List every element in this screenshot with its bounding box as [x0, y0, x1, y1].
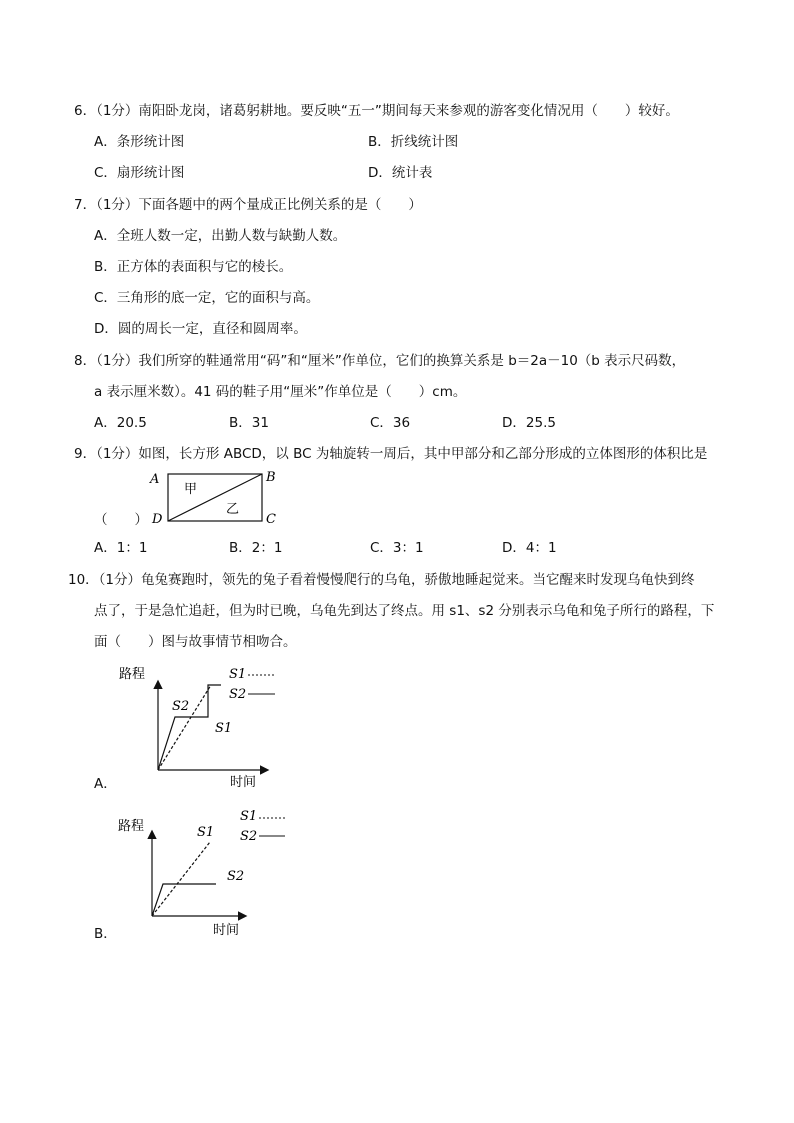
vertex-b-label: B: [266, 470, 276, 485]
question-6-stem: 6．（1分）南阳卧龙岗，诸葛躬耕地。要反映“五一”期间每天来参观的游客变化情况用（ ）较好。: [74, 103, 679, 119]
question-8-stem-line1: 8．（1分）我们所穿的鞋通常用“码”和“厘米”作单位，它们的换算关系是 b＝2a－10（b 表示尺码数，: [74, 353, 686, 369]
question-9-stem: 9．（1分）如图，长方形 ABCD，以 BC 为轴旋转一周后，其中甲部分和乙部分形成的立体图形的体积比是: [74, 446, 708, 462]
q7-option-c[interactable]: C．三角形的底一定，它的面积与高。: [94, 290, 320, 306]
graph-b-s2-line: [152, 884, 216, 916]
graph-b-y-label: 路程: [118, 819, 145, 834]
graph-a: [115, 660, 305, 790]
q7-option-a[interactable]: A．全班人数一定，出勤人数与缺勤人数。: [94, 228, 347, 244]
diagonal-db: [168, 474, 262, 521]
q6-option-b[interactable]: B．折线统计图: [368, 134, 459, 150]
q10-option-a[interactable]: A．: [94, 776, 117, 792]
q6-option-c[interactable]: C．扇形统计图: [94, 165, 185, 181]
question-10-stem-line2: 点了，于是急忙追赶，但为时已晚，乌龟先到达了终点。用 s1、s2 分别表示乌龟和兔子所行的路程，下: [94, 603, 715, 619]
graph-b-s2-label: S2: [227, 869, 245, 884]
q7-option-b[interactable]: B．正方体的表面积与它的棱长。: [94, 259, 293, 275]
vertex-d-label: D: [152, 512, 163, 527]
q9-option-b[interactable]: B．2：1: [229, 540, 283, 556]
question-7-stem: 7．（1分）下面各题中的两个量成正比例关系的是（ ）: [74, 197, 422, 213]
vertex-a-label: A: [150, 472, 160, 487]
graph-a-s1-line: [158, 685, 211, 770]
q7-option-d[interactable]: D．圆的周长一定，直径和圆周率。: [94, 321, 307, 337]
graph-a-s1-label: S1: [215, 721, 233, 736]
graph-a-s2-label: S2: [172, 699, 190, 714]
q8-option-c[interactable]: C．36: [370, 415, 411, 431]
region-yi-label: 乙: [226, 502, 240, 517]
q9-option-a[interactable]: A．1：1: [94, 540, 148, 556]
q9-option-c[interactable]: C．3：1: [370, 540, 424, 556]
graph-a-s2-line: [158, 685, 221, 770]
graph-b-legend-s1-label: S1: [240, 809, 258, 824]
region-jia-label: 甲: [184, 482, 198, 497]
graph-a-legend-s2-label: S2: [229, 687, 247, 702]
graph-b-legend-s2-label: S2: [240, 829, 258, 844]
graph-a-y-label: 路程: [119, 667, 146, 682]
rectangle-abcd-figure: [144, 469, 284, 529]
graph-a-legend-s1-label: S1: [229, 667, 247, 682]
q10-option-b[interactable]: B．: [94, 926, 117, 942]
q9-blank: （ ）: [94, 512, 148, 528]
question-10-stem-line1: 10．（1分）龟兔赛跑时，领先的兔子看着慢慢爬行的乌龟，骄傲地睡起觉来。当它醒来时发现乌龟快到终: [68, 572, 695, 588]
question-8-stem-line2: a 表示厘米数）。41 码的鞋子用“厘米”作单位是（ ）cm。: [94, 384, 467, 400]
q8-option-d[interactable]: D．25.5: [502, 415, 556, 431]
vertex-c-label: C: [266, 512, 276, 527]
graph-b-s1-label: S1: [197, 825, 215, 840]
graph-a-x-label: 时间: [230, 775, 257, 790]
q6-option-d[interactable]: D．统计表: [368, 165, 433, 181]
graph-b-x-label: 时间: [213, 923, 240, 938]
q8-option-a[interactable]: A．20.5: [94, 415, 147, 431]
graph-b-s1-line: [152, 842, 210, 916]
q8-option-b[interactable]: B．31: [229, 415, 269, 431]
q9-option-d[interactable]: D．4：1: [502, 540, 557, 556]
q6-option-a[interactable]: A．条形统计图: [94, 134, 185, 150]
question-10-stem-line3: 面（ ）图与故事情节相吻合。: [94, 634, 297, 650]
graph-b: [115, 808, 315, 938]
